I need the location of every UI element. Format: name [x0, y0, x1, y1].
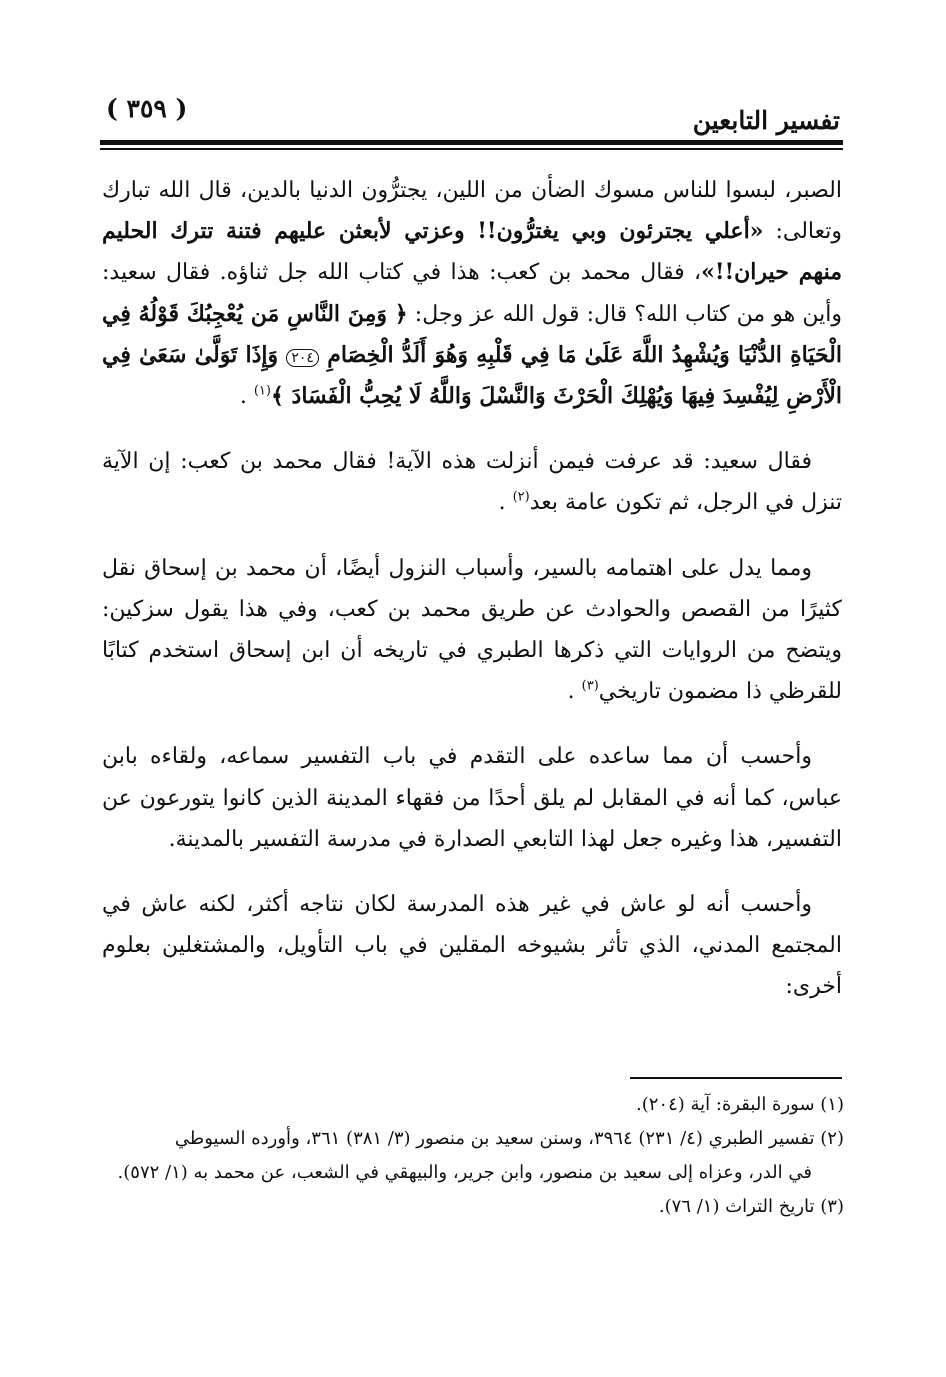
page-number: ( ٣٥٩ )	[106, 94, 188, 123]
paragraph-1-end: .	[239, 384, 254, 410]
paragraph-5: وأحسب أنه لو عاش في غير هذه المدرسة لكان نتاجه أكثر، لكنه عاش في المجتمع المدني، الذي تأثر بشيوخه المقلين في باب التأويل، والمشتغلين بعلوم أخرى:	[102, 892, 842, 1000]
footnote-3: (٣) تاريخ التراث (١/ ٧٦).	[658, 1196, 844, 1217]
footnotes	[102, 1088, 844, 1224]
footnote-ref-1: (١)	[253, 383, 271, 399]
quran-verse-b: وَإِذَا تَوَلَّىٰ سَعَىٰ فِي الْأَرْضِ لِيُفْسِدَ فِيهَا وَيُهْلِكَ الْحَرْثَ وَالنَّسْلَ وَاللَّهُ لَا يُحِبُّ الْفَسَادَ ﴾	[102, 341, 842, 410]
paragraph-1-text-a: الصبر، لبسوا للناس مسوك الضأن من اللين، يجترُّون الدنيا بالدين، قال الله تبارك وتعالى:	[102, 178, 842, 245]
paragraph-2	[102, 441, 842, 523]
paragraph-1-text-b: ، فقال محمد بن كعب: هذا في كتاب الله جل ثناؤه. فقال سعيد: وأين هو من كتاب الله؟ قال: قول الله عز وجل:	[102, 260, 842, 327]
paragraph-3	[102, 548, 842, 713]
footnote-ref-3: (٣)	[581, 678, 599, 694]
paragraph-4: وأحسب أن مما ساعده على التقدم في باب التفسير سماعه، ولقاءه بابن عباس، كما أنه في المقابل لم يلق أحدًا من فقهاء المدينة الذين كانوا يتورعون عن التفسير، هذا وغيره جعل لهذا التابعي الصدارة في مدرسة التفسير بالمدينة.	[102, 744, 842, 852]
footnote-ref-2: (٢)	[512, 490, 530, 506]
footnote-2-continuation: في الدر، وعزاه إلى سعيد بن منصور، وابن جرير، والبيهقي في الشعب، عن محمد به (١/ ٥٧٢).	[117, 1162, 812, 1183]
header-rule-thick	[100, 140, 843, 145]
header-rule-thin	[100, 148, 843, 150]
quran-verse-a: ﴿ وَمِنَ النَّاسِ مَن يُعْجِبُكَ قَوْلُهُ فِي الْحَيَاةِ الدُّنْيَا وَيُشْهِدُ اللَّهَ عَلَىٰ مَا فِي قَلْبِهِ وَهُوَ أَلَدُّ الْخِصَامِ	[102, 300, 842, 368]
paragraph-2-end: .	[498, 490, 513, 516]
footnote-1: (١) سورة البقرة: آية (٢٠٤).	[635, 1094, 844, 1115]
paragraph-2-text: فقال سعيد: قد عرفت فيمن أنزلت هذه الآية! فقال محمد بن كعب: إن الآية تنزل في الرجل، ثم تكون عامة بعد	[102, 449, 842, 516]
page-header	[100, 92, 840, 136]
hadith-quote: «أعلي يجترئون وبي يغترُّون!! وعزتي لأبعثن عليهم فتنة تترك الحليم منهم حيران!!»	[102, 218, 842, 286]
paragraph-3-text: ومما يدل على اهتمامه بالسير، وأسباب النزول أيضًا، أن محمد بن إسحاق نقل كثيرًا من القصص والحوادث عن طريق محمد بن كعب، وفي هذا يقول سزكين: ويتضح من الروايات التي ذكرها الطبري في تاريخه أن ابن إسحاق استخدم كتابًا للقرظي ذا مضمون تاريخي	[102, 555, 842, 705]
ayah-number-marker: ٢٠٤	[286, 349, 319, 367]
main-text	[102, 170, 842, 1008]
footnote-separator	[630, 1077, 842, 1079]
paragraph-1	[102, 170, 842, 417]
paragraph-3-end: .	[567, 679, 582, 705]
running-title: تفسير التابعين	[692, 106, 840, 135]
footnote-2: (٢) تفسير الطبري (٤/ ٢٣١) ٣٩٦٤، وسنن سعيد بن منصور (٣/ ٣٨١) ٣٦١، وأورده السيوطي	[174, 1128, 844, 1149]
